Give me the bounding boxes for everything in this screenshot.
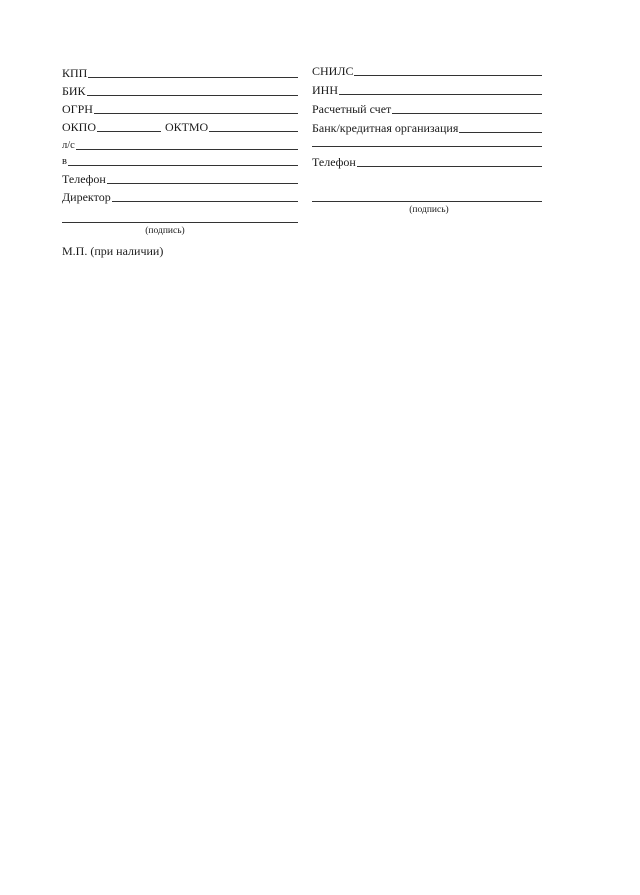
right-phone-blank-line (357, 166, 542, 167)
right-signature-caption: (подпись) (409, 205, 449, 215)
account-field (312, 100, 542, 116)
right-requisites-column (312, 62, 542, 215)
v-label: в (62, 156, 67, 167)
right-phone-label: Телефон (312, 155, 356, 169)
inn-blank-line (339, 94, 542, 95)
right-phone-field (312, 153, 542, 169)
bik-blank-line (87, 95, 298, 96)
inn-field (312, 81, 542, 97)
v-blank-line (68, 165, 298, 166)
director-blank-line (112, 201, 298, 202)
ls-blank-line (76, 149, 298, 150)
v-field (62, 152, 298, 168)
bank-blank-line (459, 132, 542, 133)
right-signature-block (312, 201, 542, 215)
bik-label: БИК (62, 84, 86, 98)
bank-continuation-field (312, 135, 542, 149)
left-requisites-column (62, 62, 298, 236)
bank-continuation-line (312, 146, 542, 147)
kpp-field (62, 64, 298, 80)
ls-label: л/с (62, 140, 75, 151)
left-phone-label: Телефон (62, 172, 106, 186)
kpp-blank-line (88, 77, 298, 78)
snils-label: СНИЛС (312, 64, 354, 78)
director-field (62, 188, 298, 204)
left-phone-blank-line (107, 183, 298, 184)
left-signature-caption: (подпись) (145, 226, 185, 236)
okpo-label: ОКПО (62, 120, 97, 134)
right-signature-line (312, 201, 542, 202)
snils-field (312, 62, 542, 78)
oktmo-blank-line (209, 131, 298, 132)
kpp-label: КПП (62, 66, 88, 80)
okpo-blank-line (97, 131, 161, 132)
stamp-label: М.П. (при наличии) (62, 244, 164, 258)
inn-label: ИНН (312, 83, 338, 97)
left-signature-line (62, 222, 298, 223)
bank-label: Банк/кредитная организация (312, 121, 459, 135)
okpo-oktmo-field (62, 118, 298, 134)
ls-field (62, 136, 298, 152)
snils-blank-line (354, 75, 542, 76)
director-label: Директор (62, 190, 111, 204)
ogrn-label: ОГРН (62, 102, 93, 116)
bik-field (62, 82, 298, 98)
ogrn-blank-line (94, 113, 298, 114)
account-blank-line (392, 113, 542, 114)
left-signature-block (62, 222, 298, 236)
oktmo-label: ОКТМО (165, 120, 209, 134)
ogrn-field (62, 100, 298, 116)
account-label: Расчетный счет (312, 102, 392, 116)
bank-field (312, 119, 542, 135)
left-phone-field (62, 170, 298, 186)
